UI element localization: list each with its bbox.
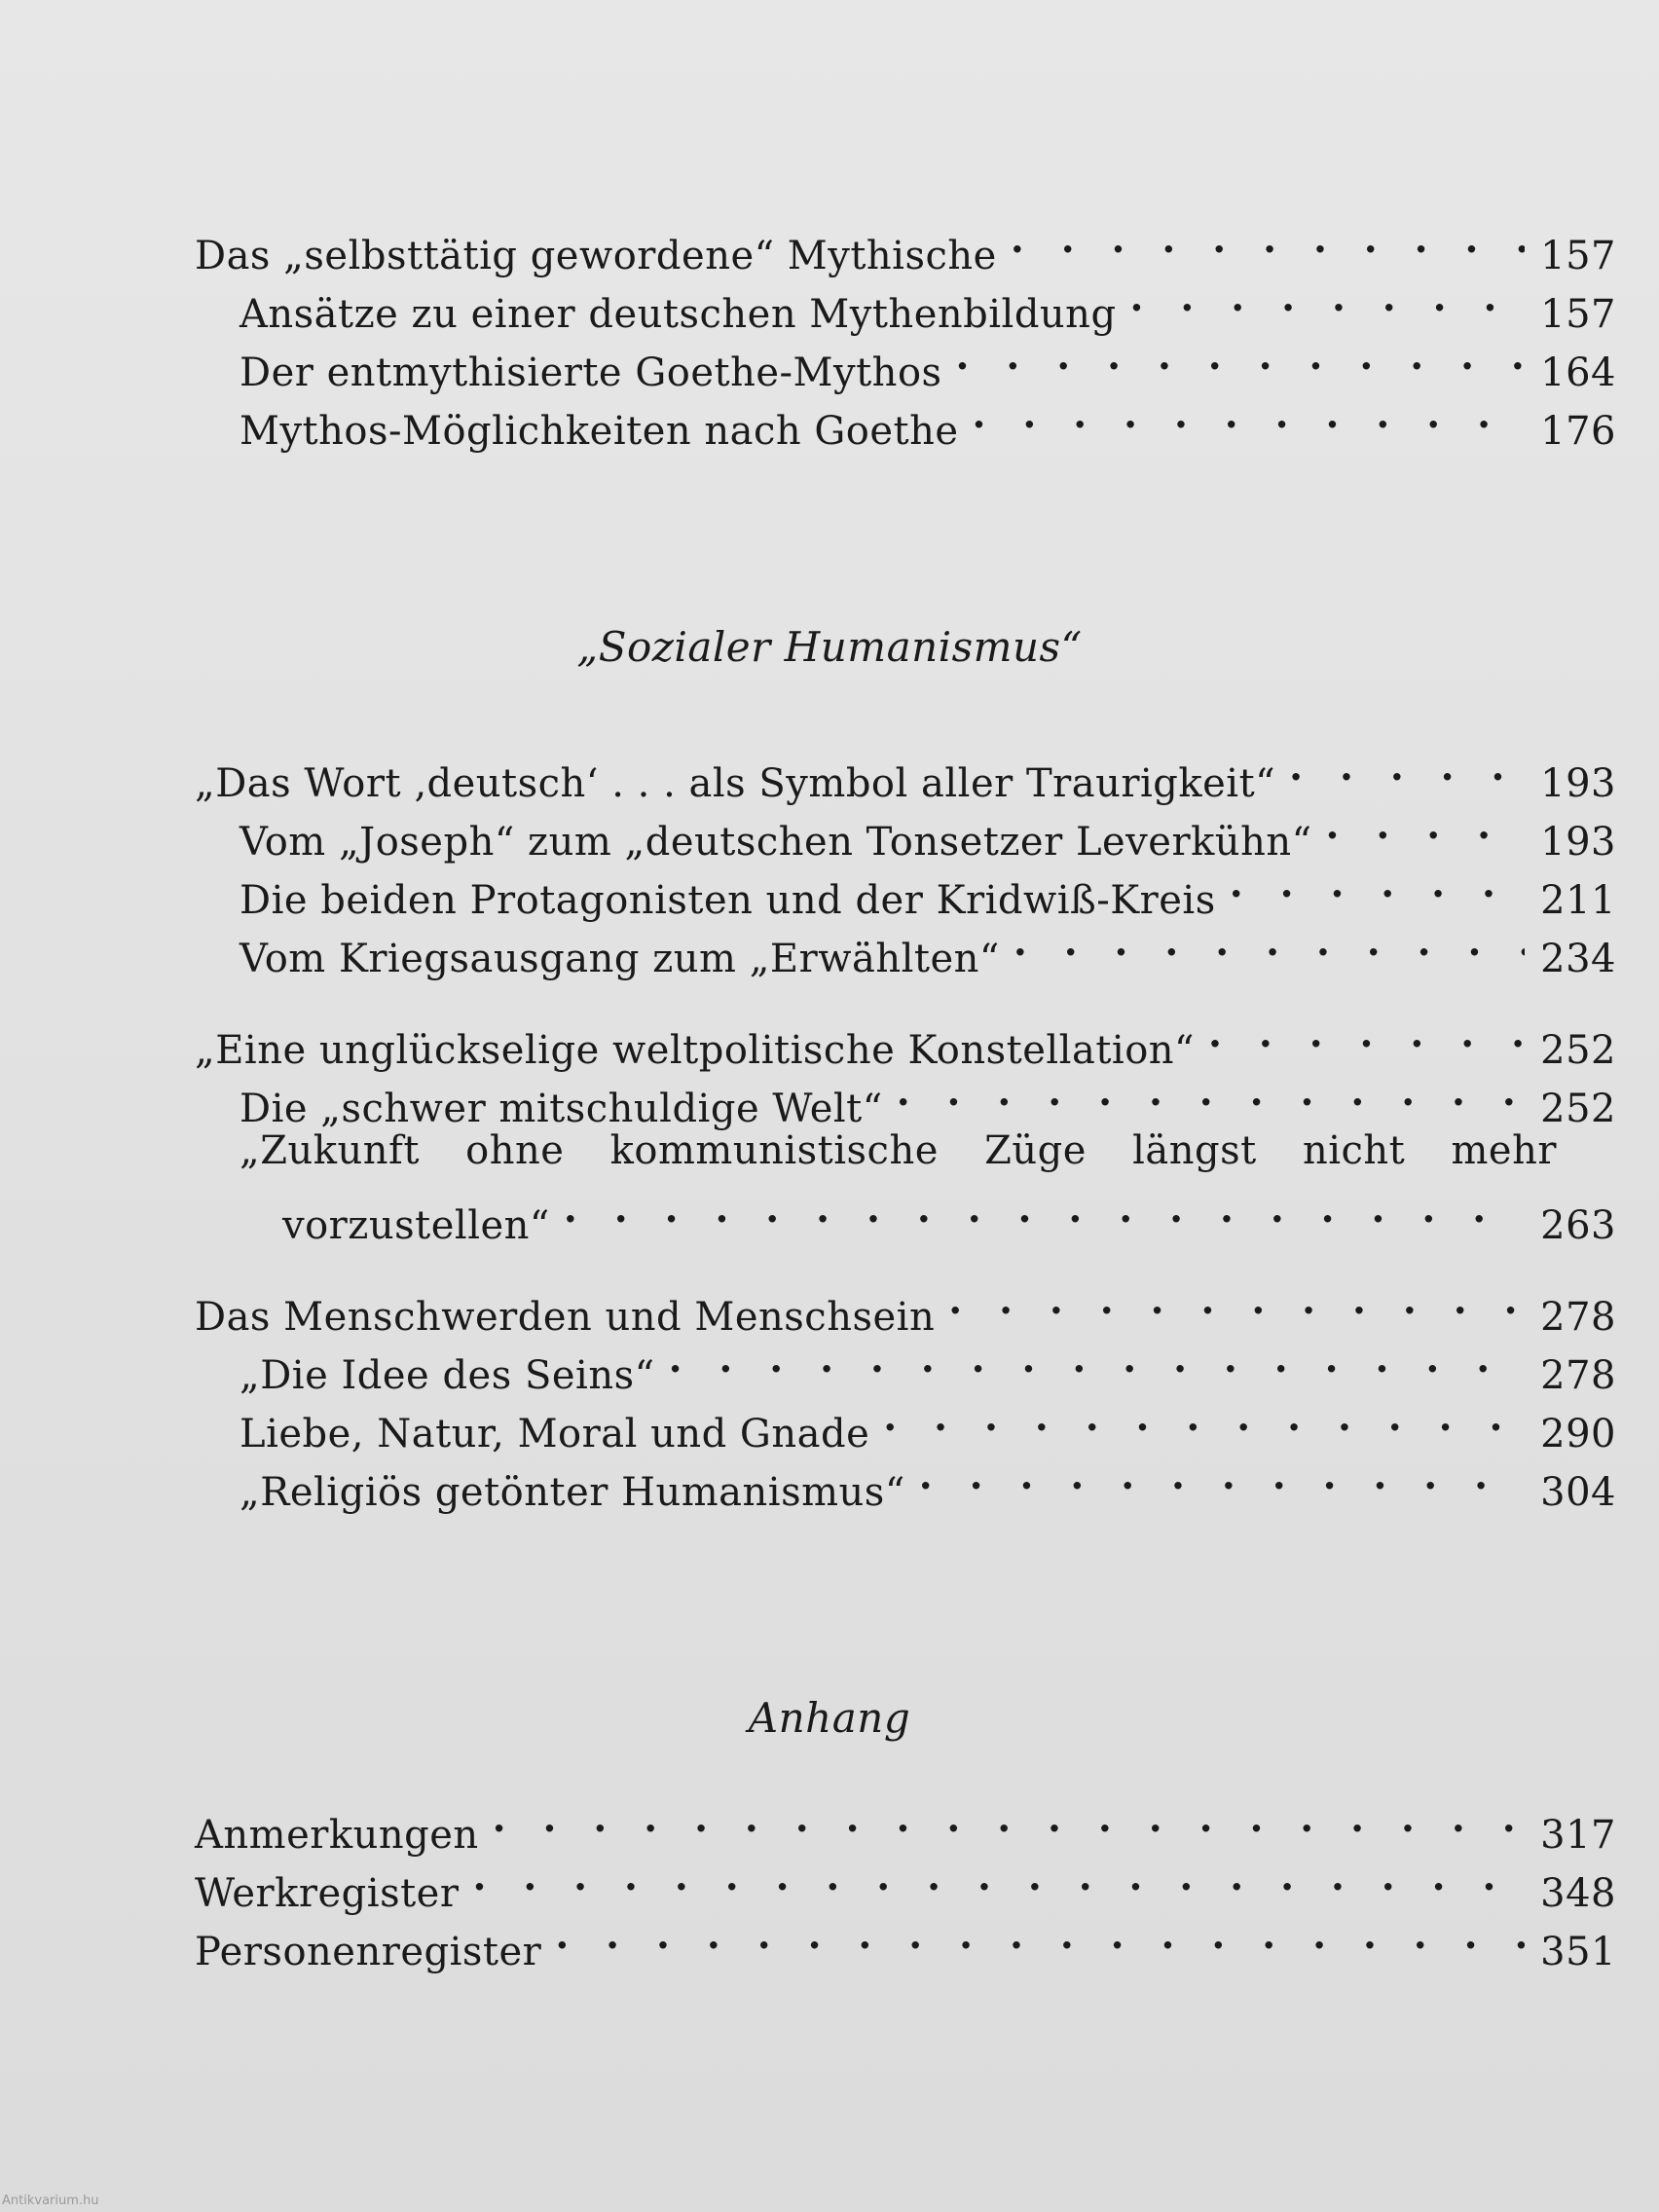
toc-entry-page: 193 xyxy=(1540,761,1616,806)
toc-section-sozial xyxy=(195,738,1616,1515)
toc-entry-title: Das Menschwerden und Menschsein xyxy=(195,1295,936,1340)
toc-entry-title: Werkregister xyxy=(195,1871,460,1916)
dot-leader xyxy=(555,1906,1525,1965)
toc-entry-page: 317 xyxy=(1540,1813,1616,1858)
dot-leader xyxy=(493,1789,1525,1848)
toc-entry-page: 164 xyxy=(1540,350,1616,395)
toc-subentry xyxy=(195,913,1616,981)
toc-subentry xyxy=(195,855,1616,923)
toc-entry-title: Anmerkungen xyxy=(195,1813,479,1858)
toc-entry-page: 252 xyxy=(1540,1028,1616,1073)
toc-subentry xyxy=(195,1447,1616,1515)
toc-entry-title: Liebe, Natur, Moral und Gnade xyxy=(240,1412,870,1456)
toc-entry-page: 234 xyxy=(1540,937,1616,981)
toc-entry-page: 157 xyxy=(1540,234,1616,278)
toc-entry-title: „Eine unglückselige weltpolitische Konstellation“ xyxy=(195,1028,1195,1073)
toc-entry-page: 348 xyxy=(1540,1871,1616,1916)
toc-entry-title: Vom „Joseph“ zum „deutschen Tonsetzer Leverkühn“ xyxy=(240,820,1312,865)
dot-leader xyxy=(1011,210,1525,269)
toc-entry-title: Personenregister xyxy=(195,1930,542,1974)
toc-entry-page: 263 xyxy=(1540,1203,1616,1248)
dot-leader xyxy=(669,1330,1525,1388)
toc-entry xyxy=(195,210,1616,278)
toc-entry-page: 351 xyxy=(1540,1930,1616,1974)
dot-leader xyxy=(1326,796,1525,855)
toc-entry-title: „Die Idee des Seins“ xyxy=(240,1353,655,1398)
dot-leader xyxy=(1230,855,1525,913)
toc-subentry-wrapped xyxy=(195,1122,1616,1180)
toc-entry xyxy=(195,1005,1616,1073)
toc-entry-page: 290 xyxy=(1540,1412,1616,1456)
toc-section-mythisch xyxy=(195,210,1616,454)
toc-entry-title: Der entmythisierte Goethe-Mythos xyxy=(240,350,942,395)
toc-entry xyxy=(195,738,1616,806)
toc-entry-page: 211 xyxy=(1540,878,1616,923)
toc-entry-page: 252 xyxy=(1540,1087,1616,1131)
dot-leader xyxy=(1208,1005,1525,1063)
dot-leader xyxy=(883,1388,1525,1447)
dot-leader xyxy=(956,327,1525,386)
dot-leader xyxy=(897,1063,1525,1122)
toc-entry-title: Ansätze zu einer deutschen Mythenbildung xyxy=(240,292,1117,337)
dot-leader xyxy=(1014,913,1525,972)
dot-leader xyxy=(948,1272,1525,1330)
toc-subentry xyxy=(195,1388,1616,1456)
toc-entry-page: 304 xyxy=(1540,1470,1616,1515)
toc-section-anhang xyxy=(195,1789,1616,1974)
toc-entry xyxy=(195,1906,1616,1974)
toc-entry-title: Die beiden Protagonisten und der Kridwiß-Kreis xyxy=(240,878,1216,923)
toc-subentry xyxy=(195,269,1616,337)
toc-entry-title: Mythos-Möglichkeiten nach Goethe xyxy=(240,409,959,454)
toc-subentry xyxy=(195,1330,1616,1398)
dot-leader xyxy=(919,1447,1525,1505)
dot-leader xyxy=(472,1848,1525,1906)
toc-entry xyxy=(195,1789,1616,1858)
toc-entry-title: Das „selbsttätig gewordene“ Mythische xyxy=(195,234,997,278)
dot-leader xyxy=(973,386,1525,444)
toc-entry xyxy=(195,1272,1616,1340)
toc-subentry xyxy=(195,796,1616,865)
toc-subentry-continuation xyxy=(195,1180,1616,1248)
toc-entry-title: „Religiös getönter Humanismus“ xyxy=(240,1470,905,1515)
toc-subentry xyxy=(195,386,1616,454)
toc-entry-title: vorzustellen“ xyxy=(282,1203,550,1248)
dot-leader xyxy=(1130,269,1525,327)
toc-subentry xyxy=(195,1063,1616,1131)
toc-entry xyxy=(195,1848,1616,1916)
toc-entry-page: 176 xyxy=(1540,409,1616,454)
watermark: Antikvarium.hu xyxy=(2,2194,99,2208)
toc-entry-title: „Das Wort ‚deutsch‘ . . . als Symbol aller Traurigkeit“ xyxy=(195,761,1276,806)
toc-subentry xyxy=(195,327,1616,395)
toc-entry-title: Vom Kriegsausgang zum „Erwählten“ xyxy=(240,937,1000,981)
section-heading-sozial: „Sozialer Humanismus“ xyxy=(576,623,1083,671)
toc-entry-page: 193 xyxy=(1540,820,1616,865)
section-heading-anhang: Anhang xyxy=(748,1694,911,1742)
toc-entry-page: 278 xyxy=(1540,1353,1616,1398)
dot-leader xyxy=(1289,738,1525,796)
toc-entry-page: 278 xyxy=(1540,1295,1616,1340)
toc-entry-page: 157 xyxy=(1540,292,1616,337)
toc-entry-title: „Zukunft ohne kommunistische Züge längst nicht mehr xyxy=(240,1128,1557,1173)
dot-leader xyxy=(564,1180,1525,1238)
toc-entry-title: Die „schwer mitschuldige Welt“ xyxy=(240,1087,883,1131)
